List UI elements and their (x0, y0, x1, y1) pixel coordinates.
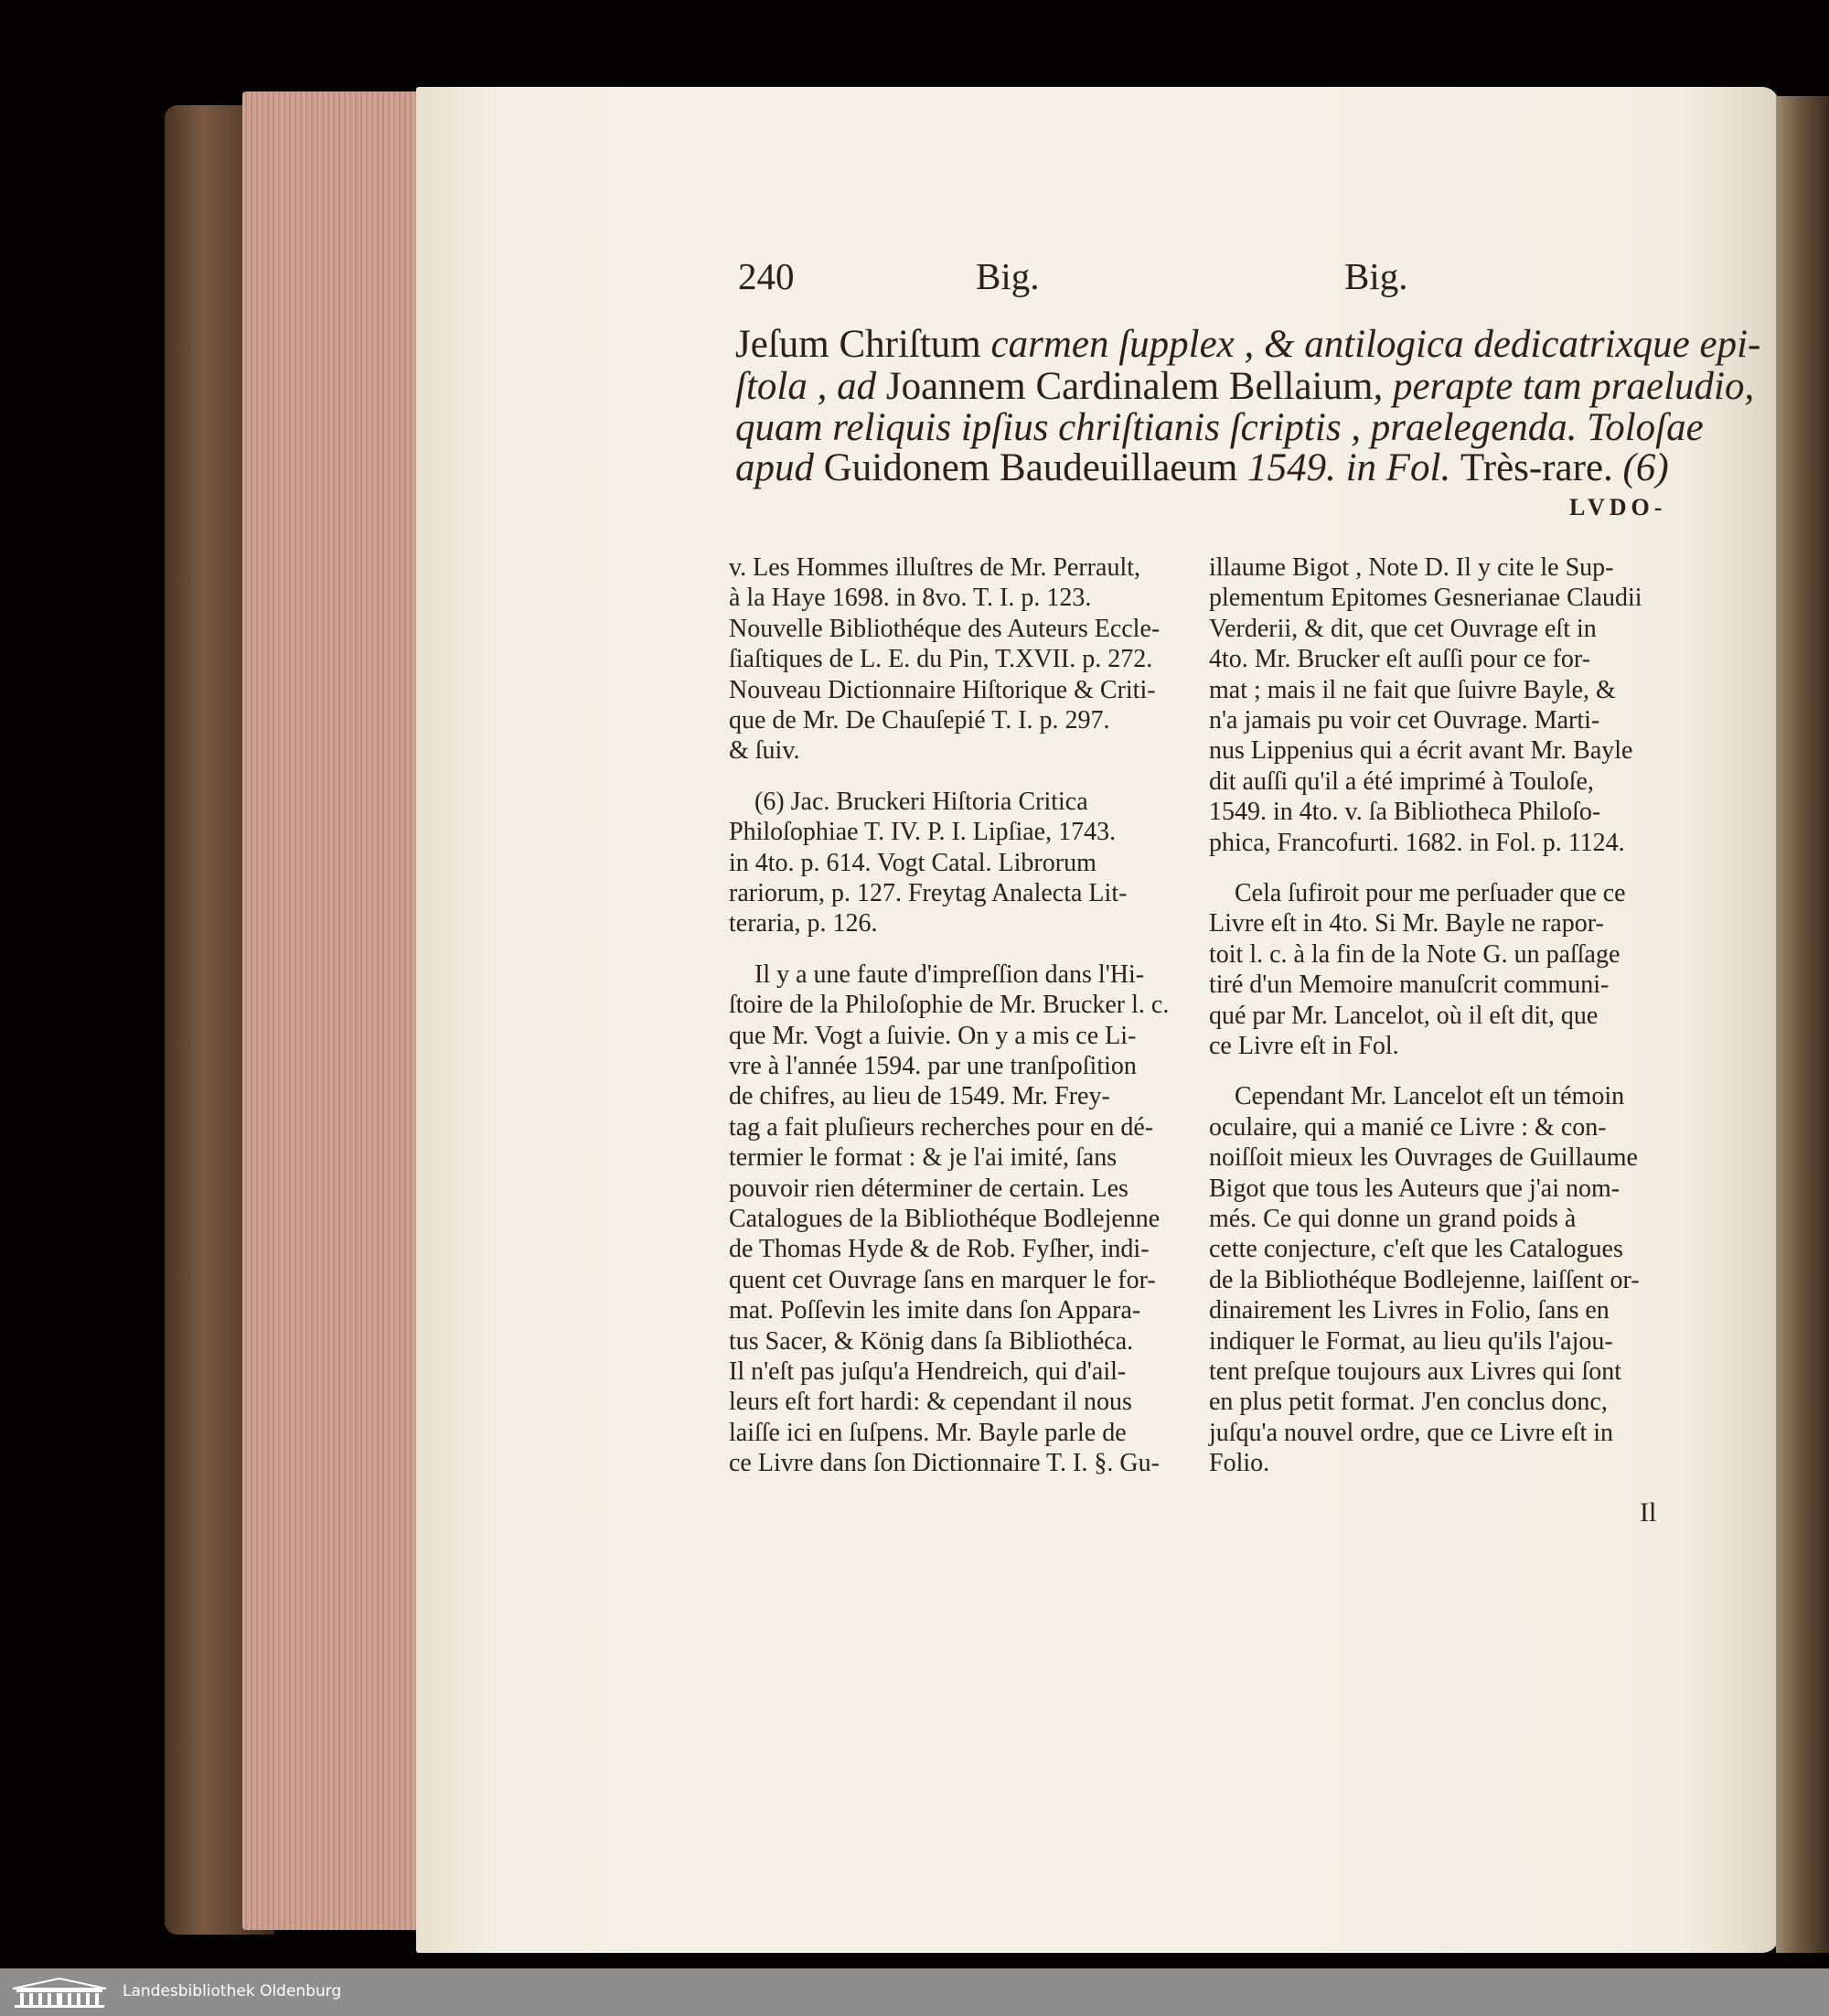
text-line: mat. Poſſevin les imite dans ſon Appara- (729, 1296, 1141, 1325)
text-line: que de Mr. De Chauſepié T. I. p. 297. (729, 706, 1110, 735)
text-line: termier le format : & je l'ai imité, ſans (729, 1143, 1118, 1173)
text-line: de Thomas Hyde & de Rob. Fyſher, indi- (729, 1235, 1150, 1264)
text-line: en plus petit format. J'en conclus donc, (1209, 1388, 1608, 1417)
text-line: ce Livre eſt in Fol. (1209, 1032, 1399, 1060)
text-line: pouvoir rien déterminer de certain. Les (729, 1174, 1128, 1203)
text-line: à la Haye 1698. in 8vo. T. I. p. 123. (729, 584, 1092, 613)
text-line: tag a fait pluſieurs recherches pour en dé- (729, 1112, 1154, 1142)
footer-bar (0, 1968, 1829, 2016)
institution-name: Landesbibliothek Oldenburg (123, 1982, 342, 2000)
text-line: rariorum, p. 127. Freytag Analecta Lit- (729, 879, 1128, 907)
text-line: Nouvelle Bibliothéque des Auteurs Eccle- (729, 614, 1161, 643)
text-line: Folio. (1209, 1449, 1270, 1478)
text-line: 1549. in 4to. v. ſa Bibliotheca Philoſo- (1209, 798, 1601, 827)
page-edges (242, 91, 425, 1930)
text-line: quent cet Ouvrage ſans en marquer le for- (729, 1265, 1156, 1294)
text-line: dinairement les Livres in Folio, ſans en (1209, 1296, 1610, 1325)
title-segment: (6) (1612, 446, 1669, 489)
text-line: oculaire, qui a manié ce Livre : & con- (1209, 1112, 1607, 1142)
title-segment: Jeſum Chriſtum (735, 323, 981, 366)
text-line: Cela ſufiroit pour me perſuader que ce (1235, 879, 1626, 907)
text-line: Cependant Mr. Lancelot eſt un témoin (1235, 1082, 1625, 1111)
text-line: Il n'eſt pas juſqu'a Hendreich, qui d'ail- (729, 1357, 1127, 1386)
text-line: leurs eſt fort hardi: & cependant il nous (729, 1388, 1132, 1417)
title-segment: 1549. in Fol. (1237, 446, 1461, 489)
text-line: plementum Epitomes Gesnerianae Claudii (1209, 584, 1642, 613)
text-line: nus Lippenius qui a écrit avant Mr. Bayle (1209, 736, 1633, 766)
text-line: tent preſque toujours aux Livres qui ſont (1209, 1357, 1622, 1386)
title-segment: quam reliquis ipſius chriſtianis ſcriptis , praelegenda. Toloſae (735, 406, 1704, 449)
text-line: Verderii, & dit, que cet Ouvrage eſt in (1209, 614, 1597, 643)
text-line: vre à l'année 1594. par une tranſpoſition (729, 1052, 1137, 1080)
running-head-left: Big. (976, 255, 1040, 297)
title-segment: , perapte tam praeludio, (1373, 365, 1755, 408)
text-line: de chifres, au lieu de 1549. Mr. Frey- (729, 1082, 1110, 1111)
text-line: 4to. Mr. Brucker eſt auſſi pour ce for- (1209, 645, 1590, 674)
text-line: que Mr. Vogt a ſuivie. On y a mis ce Li- (729, 1021, 1137, 1050)
title-line (735, 445, 1669, 490)
catchword-bottom: Il (1640, 1497, 1657, 1528)
text-line: més. Ce qui donne un grand poids à (1209, 1205, 1577, 1233)
text-line: tus Sacer, & König dans ſa Bibliothéca. (729, 1326, 1134, 1356)
text-line: tiré d'un Memoire manuſcrit communi- (1209, 970, 1610, 1000)
text-line: mat ; mais il ne fait que ſuivre Bayle, & (1209, 675, 1616, 704)
text-line: Livre eſt in 4to. Si Mr. Bayle ne rapor- (1209, 909, 1604, 938)
text-line: toit l. c. à la fin de la Note G. un paſſage (1209, 939, 1620, 969)
library-building-icon (9, 1976, 110, 2009)
text-line: Il y a une faute d'impreſſion dans l'Hi- (754, 960, 1145, 989)
text-line: phica, Francofurti. 1682. in Fol. p. 1124. (1209, 828, 1625, 857)
title-line (735, 405, 1704, 450)
catchword-top: LVDO- (1569, 494, 1667, 520)
text-line: qué par Mr. Lancelot, où il eſt dit, que (1209, 1001, 1599, 1030)
text-line: cette conjecture, c'eſt que les Catalogues (1209, 1235, 1623, 1264)
text-line: laiſſe ici en ſuſpens. Mr. Bayle parle de (729, 1418, 1127, 1447)
text-line: Nouveau Dictionnaire Hiſtorique & Criti- (729, 675, 1156, 704)
text-line: ſtoire de la Philoſophie de Mr. Brucker l. c. (729, 991, 1170, 1020)
title-segment: apud (735, 446, 824, 489)
text-line: illaume Bigot , Note D. Il y cite le Sup- (1209, 553, 1614, 582)
text-line: juſqu'a nouvel ordre, que ce Livre eſt in (1209, 1418, 1613, 1447)
text-line: & ſuiv. (729, 736, 800, 766)
title-line (735, 364, 1754, 409)
title-segment: carmen ſupplex , & antilogica dedicatrixque epi- (980, 323, 1761, 366)
facing-page-edge (1776, 96, 1829, 1953)
text-line: dit auſſi qu'il a été imprimé à Touloſe, (1209, 767, 1594, 796)
title-segment: ſtola , ad (735, 365, 886, 408)
text-line: ce Livre dans ſon Dictionnaire T. I. §. Gu- (729, 1449, 1160, 1478)
page-number: 240 (738, 255, 795, 297)
title-segment: Très-rare. (1460, 446, 1613, 489)
text-line: v. Les Hommes illuſtres de Mr. Perrault, (729, 553, 1140, 582)
text-line: ſiaſtiques de L. E. du Pin, T.XVII. p. 272. (729, 645, 1153, 674)
title-line (735, 322, 1760, 367)
text-line: noiſſoit mieux les Ouvrages de Guillaume (1209, 1143, 1638, 1173)
title-segment: Guidonem Baudeuillaeum (823, 446, 1238, 489)
text-line: (6) Jac. Bruckeri Hiſtoria Critica (754, 787, 1088, 816)
running-head-right: Big. (1344, 255, 1408, 297)
text-line: Catalogues de la Bibliothéque Bodlejenne (729, 1205, 1161, 1233)
title-segment: Joannem Cardinalem Bellaium (885, 365, 1374, 408)
text-line: indiquer le Format, au lieu qu'ils l'ajou- (1209, 1326, 1613, 1356)
text-line: Bigot que tous les Auteurs que j'ai nom- (1209, 1174, 1620, 1203)
text-line: Philoſophiae T. IV. P. I. Lipſiae, 1743. (729, 818, 1117, 847)
text-line: n'a jamais pu voir cet Ouvrage. Marti- (1209, 706, 1600, 735)
text-line: de la Bibliothéque Bodlejenne, laiſſent or- (1209, 1265, 1640, 1294)
text-line: in 4to. p. 614. Vogt Catal. Librorum (729, 848, 1096, 877)
text-line: teraria, p. 126. (729, 909, 878, 938)
